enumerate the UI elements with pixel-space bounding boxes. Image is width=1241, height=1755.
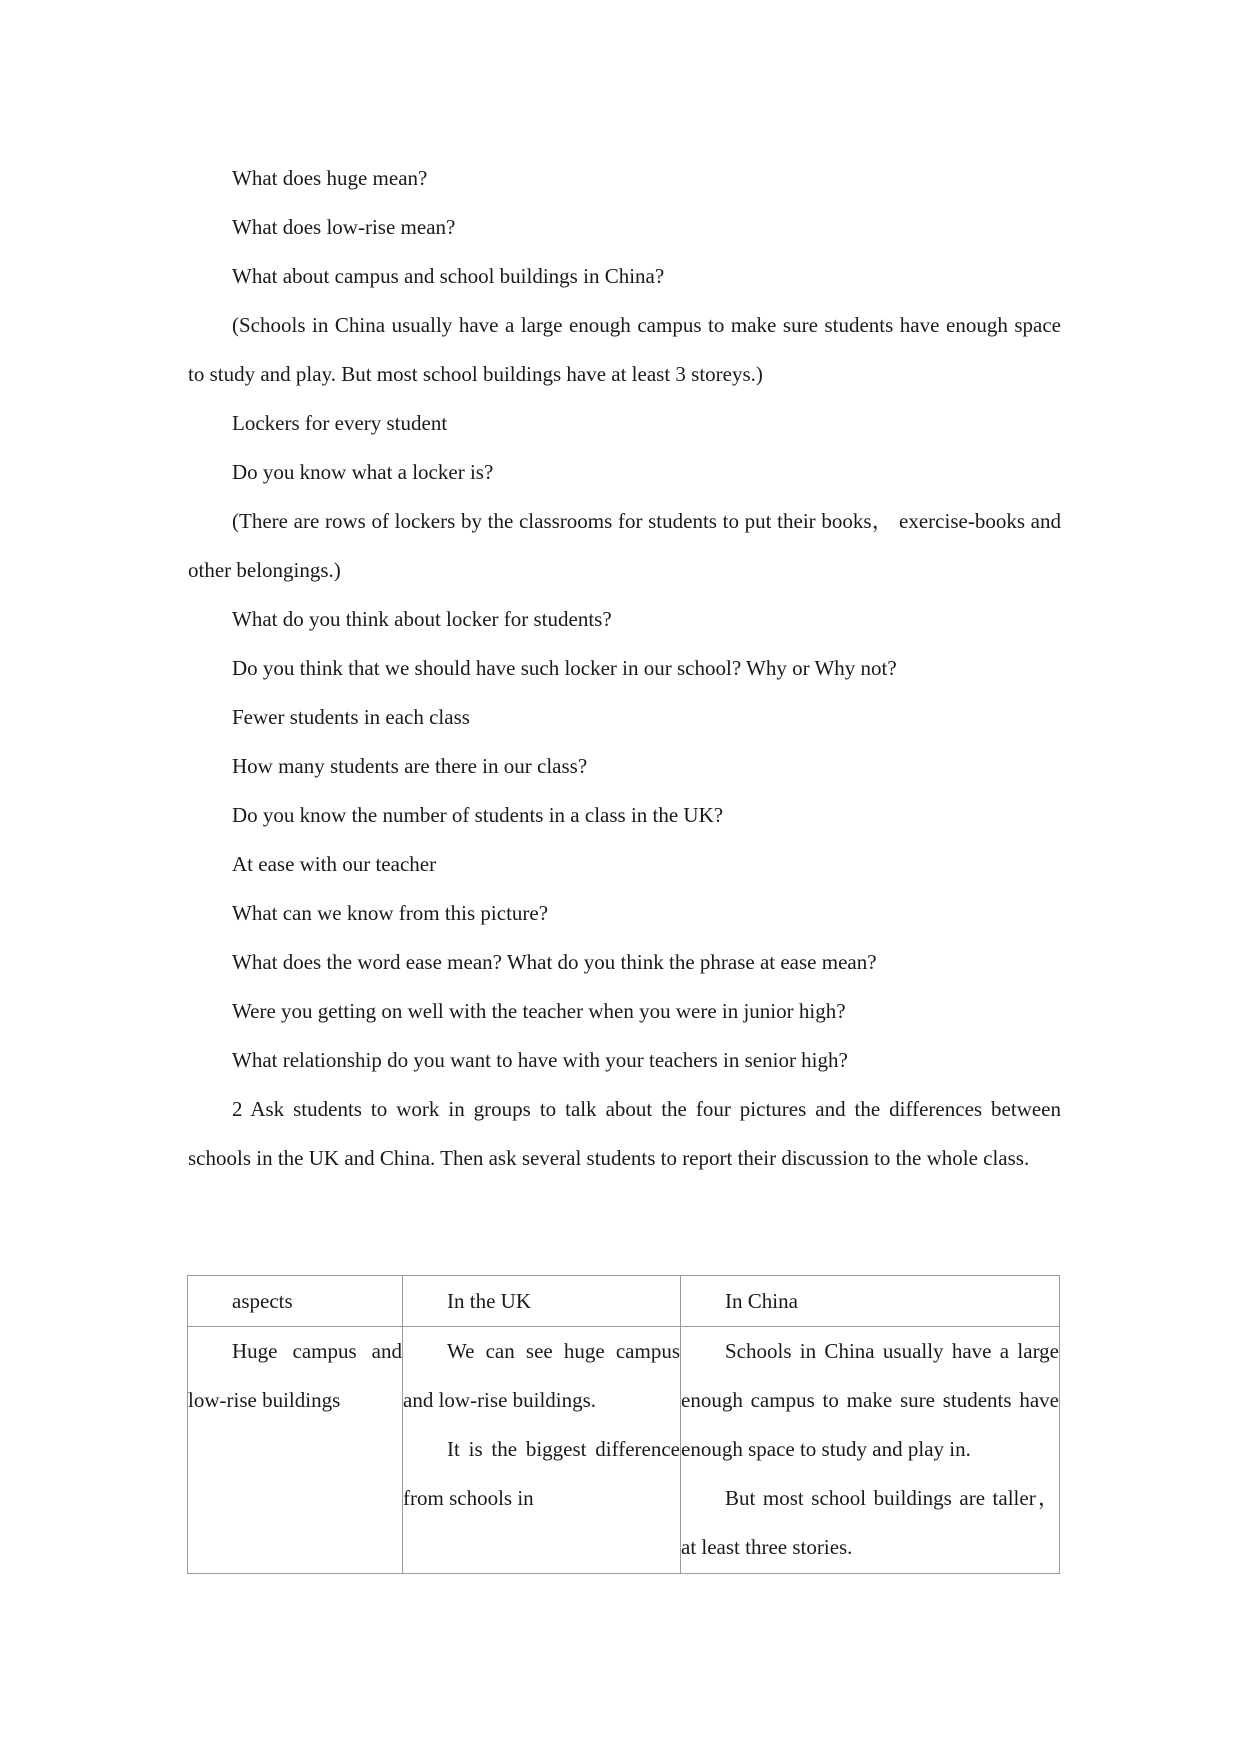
cell-text: Huge campus and low-rise buildings [188,1339,402,1412]
table-cell-uk [403,1327,681,1574]
document-body [188,154,1061,1183]
cell-text: Schools in China usually have a large enough campus to make sure students have enough space to study and play in. [681,1339,1059,1461]
paragraph: Do you know what a locker is? [232,460,494,484]
cell-text: But most school buildings are taller， at least three stories. [681,1486,1059,1559]
paragraph: What relationship do you want to have with your teachers in senior high? [232,1048,848,1072]
paragraph: Do you think that we should have such locker in our school? Why or Why not? [232,656,897,680]
cell-text: We can see huge campus and low-rise buildings. [403,1339,680,1412]
paragraph: What does the word ease mean? What do you think the phrase at ease mean? [232,950,877,974]
cell-text: It is the biggest difference from schools in [403,1437,680,1510]
paragraph: Lockers for every student [232,411,448,435]
paragraph: What does huge mean? [232,166,428,190]
paragraph: How many students are there in our class? [232,754,588,778]
paragraph: Were you getting on well with the teacher when you were in junior high? [232,999,846,1023]
table-header-cell: In China [681,1276,1060,1327]
table-header-cell: aspects [188,1276,403,1327]
paragraph: At ease with our teacher [232,852,437,876]
paragraph: What does low-rise mean? [232,215,456,239]
paragraph: What do you think about locker for students? [232,607,612,631]
table-header-cell: In the UK [403,1276,681,1327]
paragraph: What can we know from this picture? [232,901,549,925]
paragraph: 2 Ask students to work in groups to talk about the four pictures and the differences between schools in the UK and China. Then ask several students to report their discussion to the whole class. [188,1097,1061,1170]
paragraph: (Schools in China usually have a large enough campus to make sure students have enough space to study and play. But most school buildings have at least 3 storeys.) [188,313,1061,386]
table-cell-aspect [188,1327,403,1574]
comparison-table [187,1275,1060,1574]
paragraph: (There are rows of lockers by the classrooms for students to put their books， exercise-books and other belongings.) [188,509,1061,582]
table-cell-china [681,1327,1060,1574]
paragraph: What about campus and school buildings in China? [232,264,665,288]
paragraph: Do you know the number of students in a class in the UK? [232,803,724,827]
paragraph: Fewer students in each class [232,705,470,729]
table-row [188,1327,1060,1574]
table-header-row [188,1276,1060,1327]
